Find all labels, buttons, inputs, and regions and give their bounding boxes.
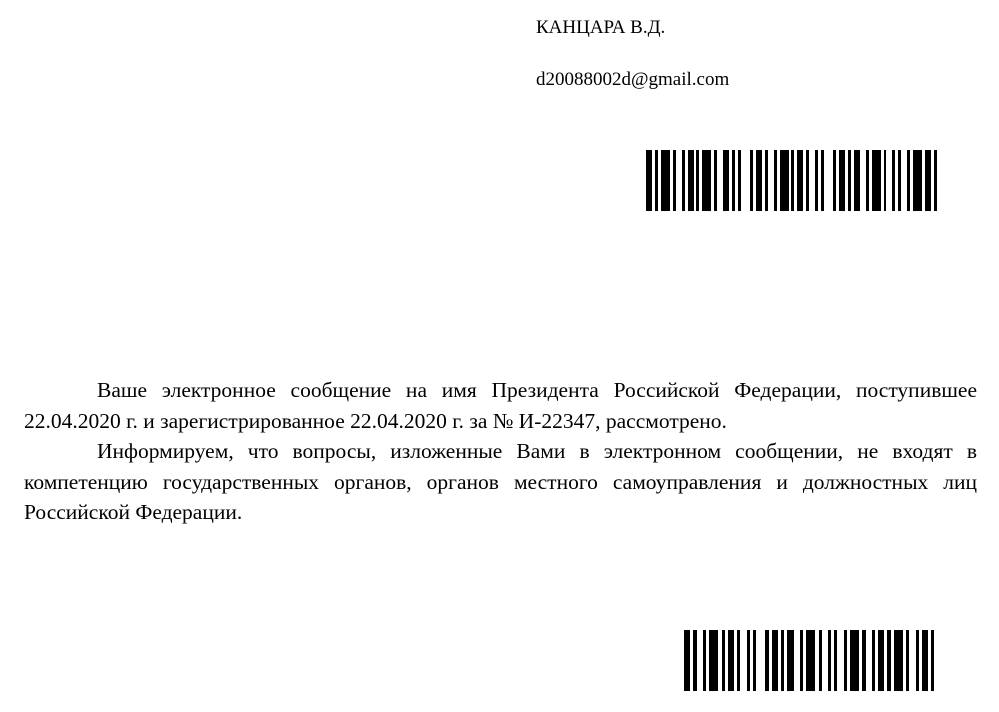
letter-paragraph-2: Информируем, что вопросы, изложенные Вами в электронном сообщении, не входят в компетенцию государственных органов, органов местного самоуправления и должностных лиц Российской Федерации. <box>24 439 977 524</box>
letter-body <box>24 375 977 528</box>
barcode-space <box>741 150 750 211</box>
recipient-email: d20088002d@gmail.com <box>536 69 730 90</box>
barcode-space <box>934 630 937 691</box>
barcode-bar <box>709 630 718 691</box>
barcode-bar <box>661 150 670 211</box>
recipient-block <box>536 14 729 94</box>
barcode-bar <box>894 630 903 691</box>
barcode-bar <box>872 150 881 211</box>
barcode-space <box>756 630 765 691</box>
letter-paragraph-1: Ваше электронное сообщение на имя Президента Российской Федерации, поступившее 22.04.2020 г. и зарегистрированное 22.04.2020 г. за № И-22347, рассмотрено. <box>24 378 977 433</box>
barcode-top <box>646 150 940 211</box>
barcode-space <box>937 150 940 211</box>
barcode-bar <box>913 150 922 211</box>
barcode-bar <box>702 150 711 211</box>
barcode-bar <box>806 630 815 691</box>
barcode-bar <box>850 630 859 691</box>
barcode-bottom <box>684 630 938 691</box>
barcode-space <box>824 150 833 211</box>
recipient-name: КАНЦАРА В.Д. <box>536 17 666 38</box>
barcode-bar <box>780 150 789 211</box>
